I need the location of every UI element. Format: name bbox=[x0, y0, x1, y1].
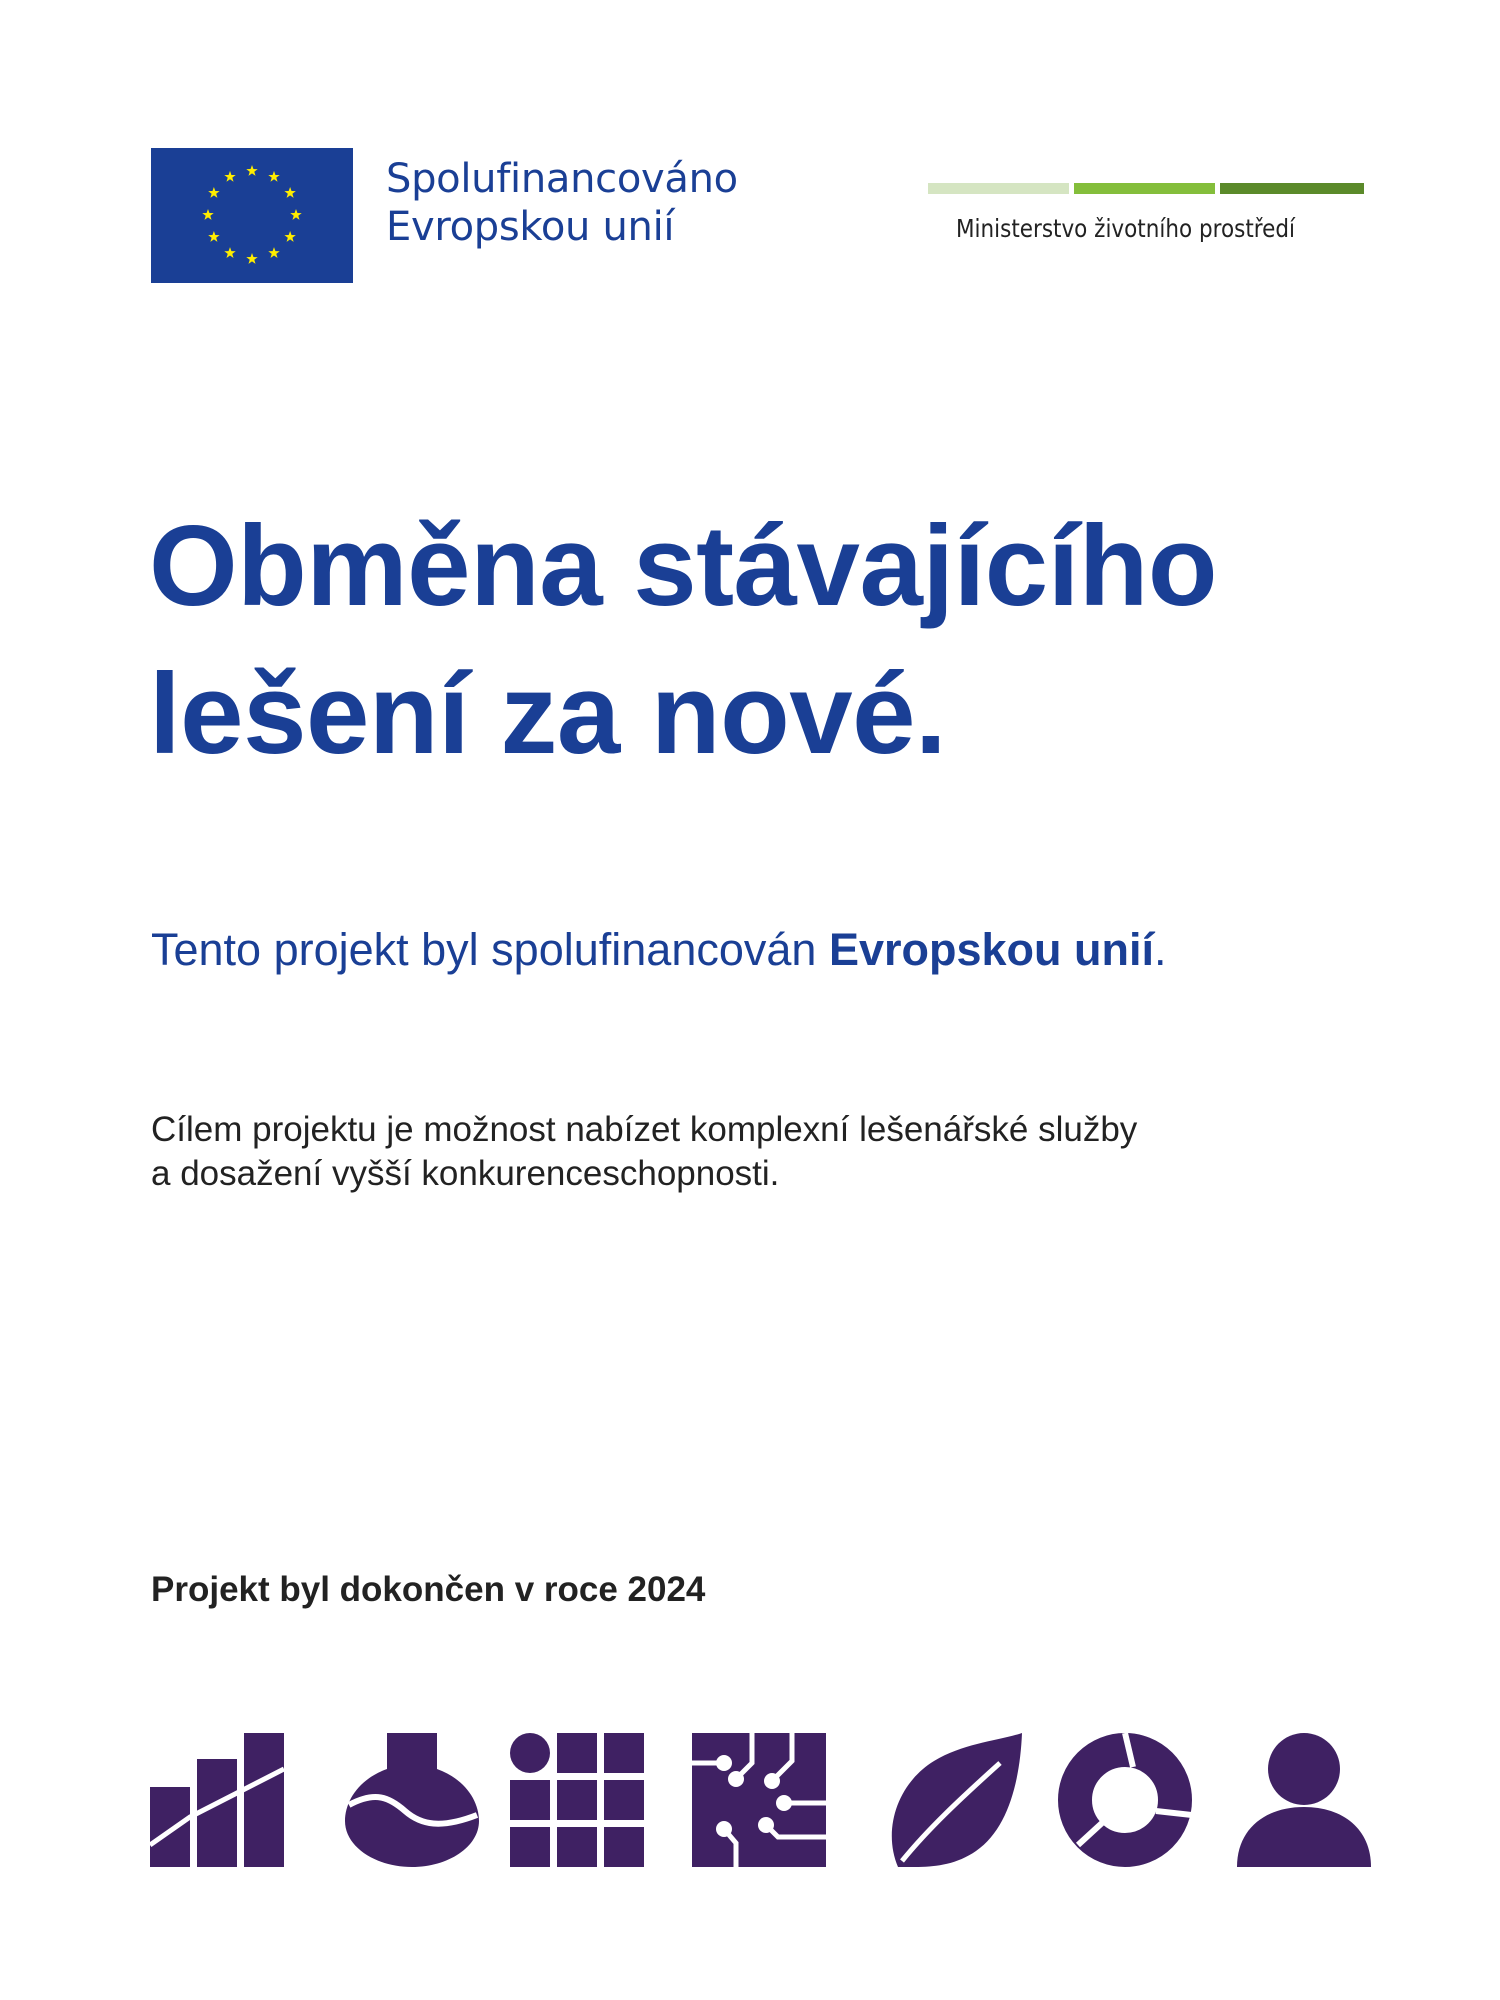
title-line2: lešení za nové. bbox=[149, 651, 947, 778]
cofinancing-statement bbox=[151, 924, 1167, 976]
leaf-icon bbox=[888, 1733, 1022, 1867]
eu-star-icon bbox=[224, 171, 235, 182]
goal-line1: Cílem projektu je možnost nabízet komplexní lešenářské služby bbox=[151, 1110, 1138, 1149]
eu-logo-text bbox=[386, 155, 738, 251]
eu-star-icon bbox=[290, 209, 301, 220]
title-line1: Obměna stávajícího bbox=[149, 503, 1218, 630]
circuit-icon bbox=[692, 1733, 826, 1867]
eu-star-icon bbox=[268, 247, 279, 258]
eu-flag-icon bbox=[151, 148, 353, 283]
person-icon bbox=[1237, 1733, 1371, 1867]
ministry-name: Ministerstvo životního prostředí bbox=[956, 214, 1295, 243]
bar-chart-icon bbox=[150, 1733, 284, 1867]
eu-star-icon bbox=[202, 209, 213, 220]
eu-logo-line2: Evropskou unií bbox=[386, 204, 675, 250]
eu-star-icon bbox=[208, 231, 219, 242]
eu-star-icon bbox=[208, 187, 219, 198]
ministry-bar-medium bbox=[1074, 183, 1215, 194]
project-goal bbox=[151, 1108, 1137, 1196]
eu-star-icon bbox=[284, 231, 295, 242]
cofinancing-suffix: . bbox=[1153, 924, 1167, 975]
ministry-logo-bars bbox=[928, 183, 1364, 194]
cofinancing-prefix: Tento projekt byl spolufinancován bbox=[151, 924, 829, 975]
eu-star-icon bbox=[224, 247, 235, 258]
goal-line2: a dosažení vyšší konkurenceschopnosti. bbox=[151, 1154, 780, 1193]
cofinancing-eu: Evropskou unií bbox=[828, 924, 1154, 975]
completion-note: Projekt byl dokončen v roce 2024 bbox=[151, 1570, 706, 1609]
grid-icon bbox=[510, 1733, 644, 1867]
eu-star-icon bbox=[246, 253, 257, 264]
eu-star-icon bbox=[268, 171, 279, 182]
page-title bbox=[149, 493, 1217, 789]
flask-icon bbox=[345, 1733, 479, 1867]
ministry-bar-dark bbox=[1220, 183, 1364, 194]
cycle-icon bbox=[1058, 1733, 1192, 1867]
ministry-bar-light bbox=[928, 183, 1069, 194]
eu-star-icon bbox=[284, 187, 295, 198]
eu-star-icon bbox=[246, 165, 257, 176]
eu-logo-line1: Spolufinancováno bbox=[386, 156, 738, 202]
